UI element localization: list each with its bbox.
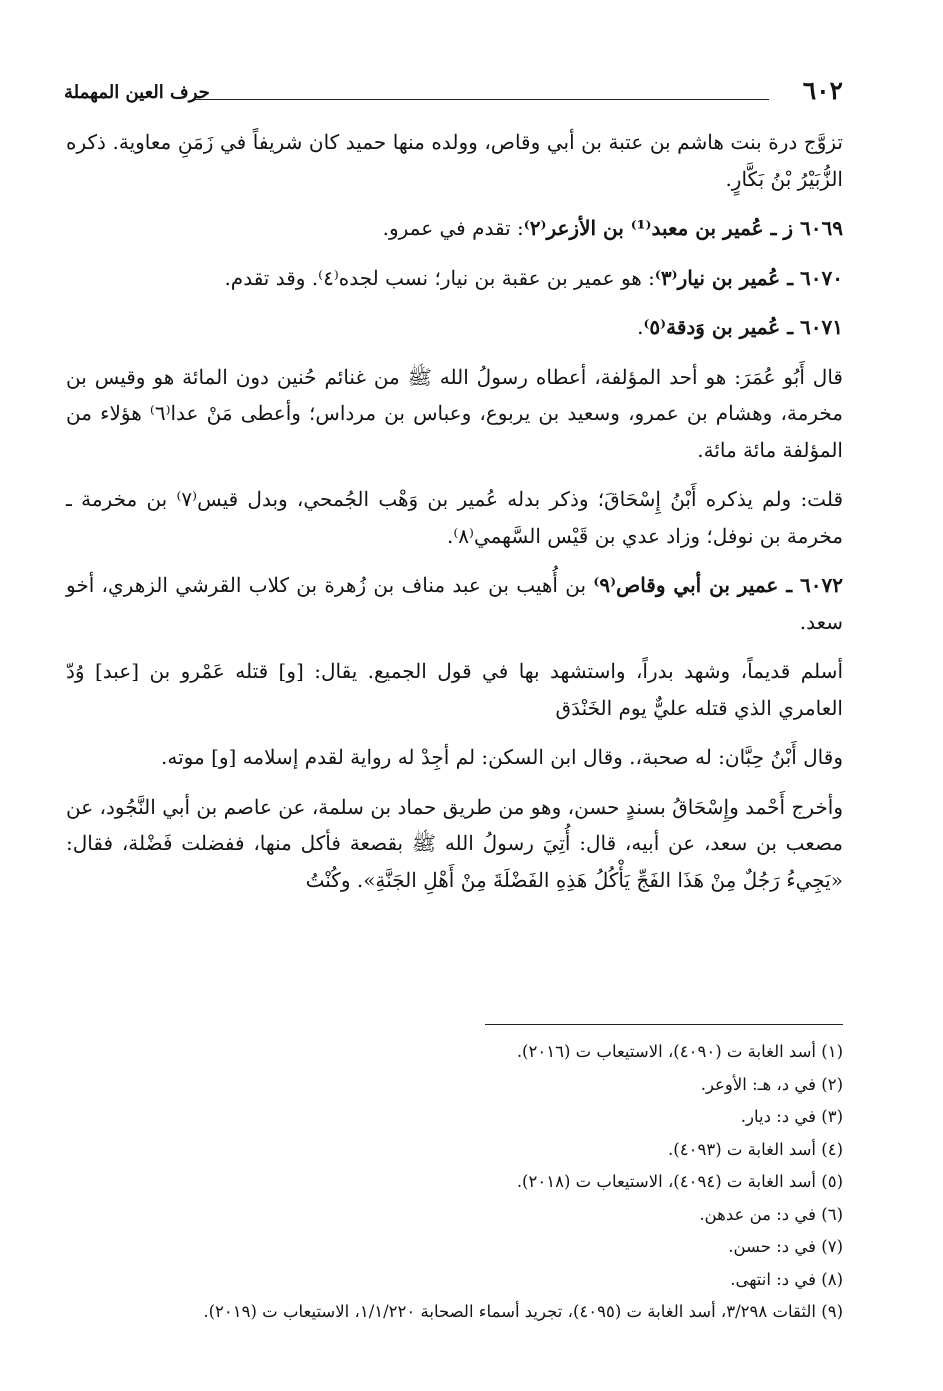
entry-text: بن أُهيب بن عبد مناف بن زُهرة بن كلاب القرشي الزهري، أخو سعد. [66,573,843,634]
entry-heading: ٦٠٧٠ ـ عُمير بن نيار⁽٣⁾ [654,265,843,290]
entry-6072 [66,567,843,640]
footnotes [66,1036,843,1329]
entry-heading: ٦٠٧٢ ـ عمير بن أبي وقاص⁽٩⁾ [593,573,843,597]
main-text [66,124,843,911]
paragraph: أسلم قديماً، وشهد بدراً، واستشهد بها في قول الجميع. يقال: [و] قتله عَمْرو بن [عبد] وُدّ العامري الذي قتله عليٌّ يوم الخَنْدَق [66,659,843,720]
entry-text: : هو عمير بن عقبة بن نيار؛ نسب لجده⁽٤⁾. وقد تقدم. [224,265,655,290]
entry-heading: ٦٠٦٩ ز ـ عُمير بن معبد⁽¹⁾ بن الأزعر⁽٢⁾ [523,216,843,240]
header-rule [192,99,769,100]
paragraph: تزوَّج درة بنت هاشم بن عتبة بن أبي وقاص، وولده منها حميد كان شريفاً في زَمَنِ معاوية. ذكره الزُّبَيْرُ بْنُ بَكَّارٍ. [66,130,844,191]
footnote-7: (٧) في د: حسن. [728,1237,843,1256]
paragraph: قلت: ولم يذكره أَبْنُ إِسْحَاقَ؛ وذكر بدله عُمير بن وَهْب الجُمحي، وبدل قيس⁽٧⁾ بن مخرمة ـ مخرمة بن نوفل؛ وزاد عدي بن قَيْس السَّهمي⁽٨⁾. [66,487,844,548]
footnote-6: (٦) في د: من عدهن. [699,1204,843,1224]
footnote-4: (٤) أسد الغابة ت (٤٠٩٣). [668,1139,843,1159]
footnote-9: (٩) الثقات ٣/٢٩٨، أسد الغابة ت (٤٠٩٥)، تجريد أسماء الصحابة ١/١/٢٢٠، الاستيعاب ت (٢٠١٩). [203,1302,843,1321]
entry-6069 [66,210,843,247]
page-number: ٦٠٢ [802,76,843,105]
paragraph: وأخرج أَحْمد وإِسْحَاقُ بسندٍ حسن، وهو من طريق حماد بن سلمة، عن عاصم بن أبي النَّجُود، عن مصعب بن سعد، عن أبيه، قال: أُتِيَ رسولُ الله ﷺ بقصعة فأكل منها، ففضلت فَضْلة، فقال: «يَجِيءُ رَجُلٌ مِنْ هَذَا الفَجِّ يَأْكُلُ هَذِهِ الفَضْلَةَ مِنْ أَهْلِ الجَنَّةِ». وكُنْتُ [66,794,843,892]
section-title: حرف العين المهملة [64,82,210,103]
footnote-1: (١) أسد الغابة ت (٤٠٩٠)، الاستيعاب ت (٢٠١٦). [516,1042,843,1061]
paragraph: وقال أَبْنُ حِبَّان: له صحبة،. وقال ابن السكن: لم أجِدْ له رواية لقدم إسلامه [و] موته. [161,745,843,769]
entry-text: : تقدم في عمرو. [382,216,524,240]
footnote-5: (٥) أسد الغابة ت (٤٠٩٤)، الاستيعاب ت (٢٠١٨). [516,1172,843,1191]
footnote-3: (٣) في د: ديار. [740,1107,843,1126]
running-head [64,76,843,112]
footnote-rule [485,1024,843,1025]
entry-text: . [637,315,644,339]
entry-6071 [66,309,843,346]
footnote-8: (٨) في د: انتهى. [730,1269,843,1289]
footnote-2: (٢) في د، هـ: الأوعر. [700,1074,843,1094]
entry-heading: ٦٠٧١ ـ عُمير بن وَدقة⁽٥⁾ [643,315,843,339]
paragraph: قال أَبُو عُمَرَ: هو أحد المؤلفة، أعطاه رسولُ الله ﷺ من غنائم حُنين دون المائة هو وقيس بن مخرمة، وهشام بن عمرو، وسعيد بن يربوع، وعباس بن مرداس؛ وأعطى مَنْ عدا⁽٦⁾ هؤلاء من المؤلفة مائة مائة. [66,364,843,462]
entry-6070 [66,260,843,297]
